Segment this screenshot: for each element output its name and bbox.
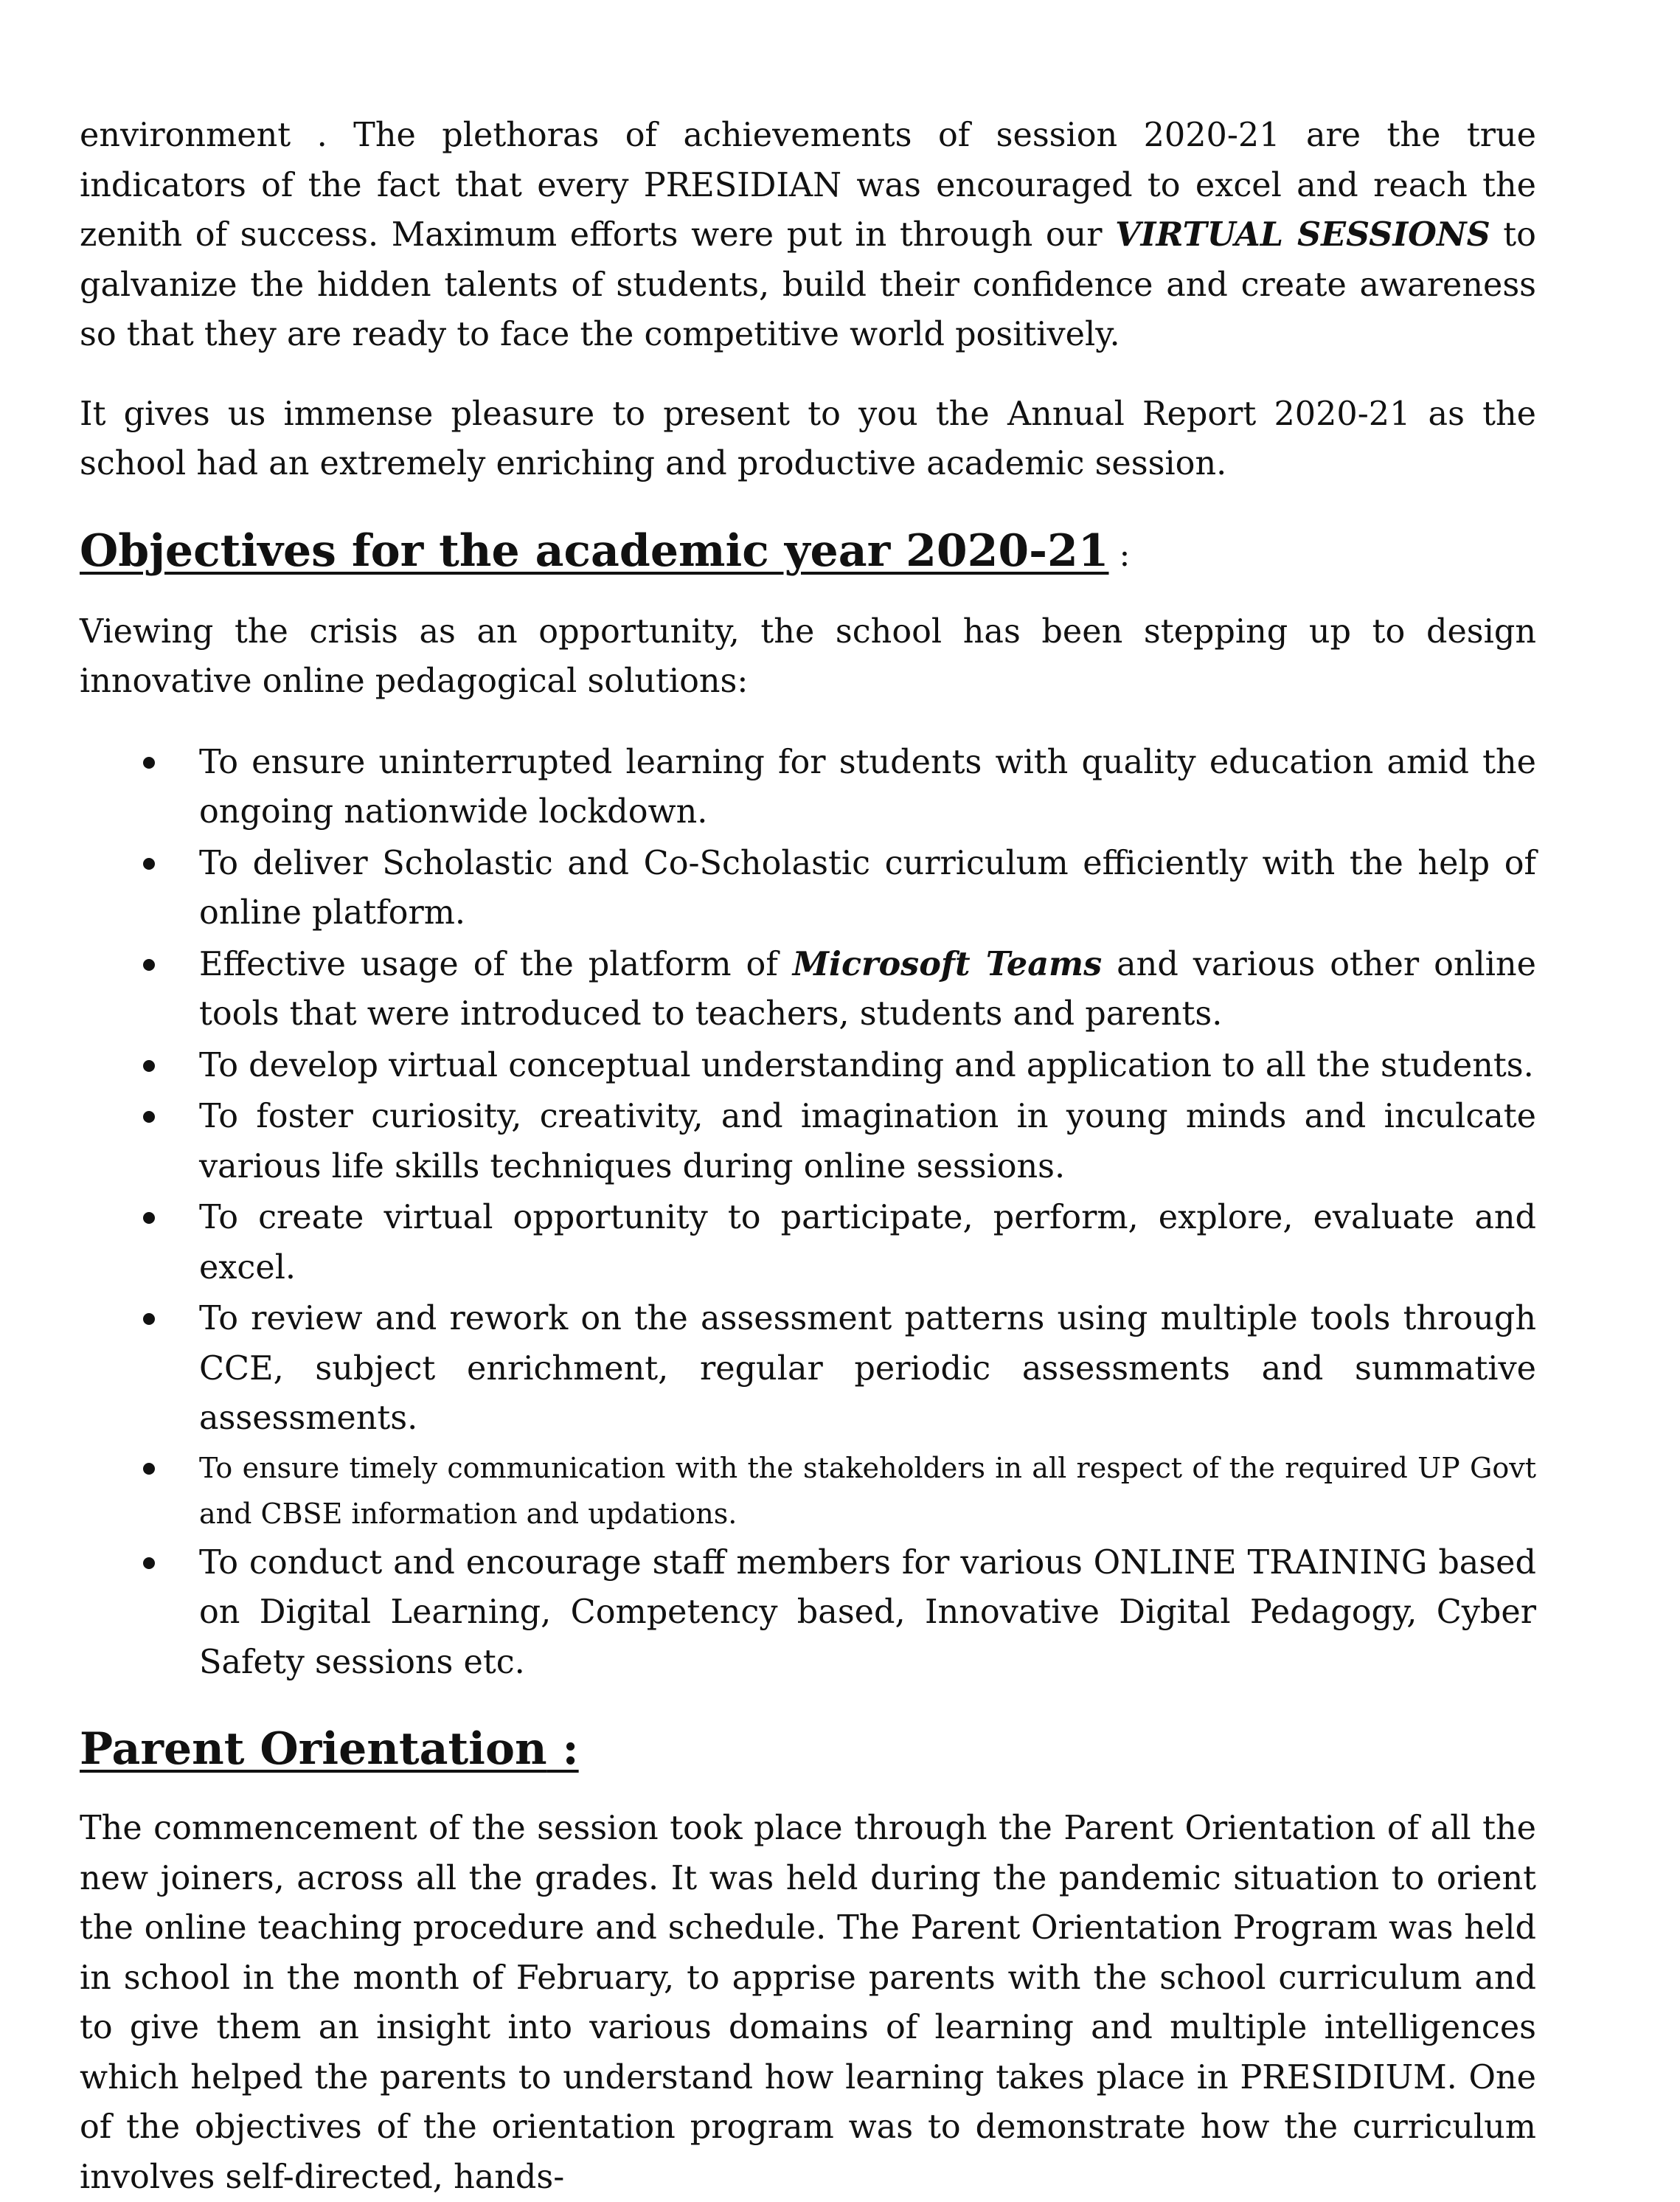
bullet-icon [143,757,155,769]
intro-text-a: environment . The plethoras of achievements of session 2020-21 are the true indicators of the fact that every PRESIDIAN was encouraged to excel and reach the zenith of success. Maximum efforts were put in through our [80,117,1536,254]
list-item [80,1294,1536,1444]
list-item-text: To review and rework on the assessment patterns using multiple tools through CCE, subject enrichment, regular periodic assessments and summative assessments. [199,1300,1536,1437]
list-item-text-cont: and various other online tools that were introduced to teachers, students and parents. [199,945,1537,1033]
list-item [80,940,1536,1039]
list-item-text: To ensure uninterrupted learning for students with quality education amid the ongoing nationwide lockdown. [199,743,1536,831]
list-item-text: To conduct and encourage staff members for various ONLINE TRAINING based on Digital Learning, Competency based, Innovative Digital Pedagogy, Cyber Safety sessions etc. [199,1543,1536,1681]
list-item [80,1538,1536,1688]
list-item [80,1445,1536,1537]
bullet-icon [143,1313,155,1325]
parent-orientation-heading-colon: : [546,1723,579,1775]
list-item-text: To deliver Scholastic and Co-Scholastic curriculum efficiently with the help of online platform. [199,844,1536,932]
parent-orientation-heading-text: Parent Orientation [80,1723,547,1775]
annual-report-paragraph: It gives us immense pleasure to present to you the Annual Report 2020-21 as the school had an extremely enriching and productive academic session. [80,395,1536,482]
bullet-icon [143,1111,155,1123]
parent-orientation-heading [80,1720,1536,1779]
bullet-icon [143,1463,155,1475]
objectives-heading-colon: : [1108,536,1131,574]
list-item [80,738,1536,837]
objectives-list [80,738,1536,1688]
bullet-icon [143,1060,155,1072]
intro-paragraph [80,111,1536,360]
list-item-text: Effective usage of the platform of [199,945,793,983]
list-item-text: To ensure timely communication with the stakeholders in all respect of the required UP Govt and CBSE information and updations. [199,1451,1536,1530]
list-item [80,839,1536,938]
list-item-text: To create virtual opportunity to participate, perform, explore, evaluate and excel. [199,1199,1536,1287]
list-item [80,1193,1536,1292]
microsoft-teams-emphasis: Microsoft Teams [792,944,1103,983]
intro-text-b: to galvanize the hidden talents of students, build their confidence and create awareness so that they are ready to face the competitive world positively. [80,216,1536,353]
objectives-heading [80,522,1536,585]
parent-orientation-paragraph: The commencement of the session took place through the Parent Orientation of all the new joiners, across all the grades. It was held during the pandemic situation to orient the online teaching procedure and schedule. The Parent Orientation Program was held in school in the month of February, to apprise parents with the school curriculum and to give them an insight into various domains of learning and multiple intelligences which helped the parents to understand how learning takes place in PRESIDIUM. One of the objectives of the orientation program was to demonstrate how the curriculum involves self-directed, hands- [80,1810,1536,2196]
objectives-lead-paragraph: Viewing the crisis as an opportunity, the school has been stepping up to design innovative online pedagogical solutions: [80,612,1536,700]
list-item [80,1041,1536,1091]
list-item-text: To foster curiosity, creativity, and imagination in young minds and inculcate various life skills techniques during online sessions. [199,1098,1536,1185]
bullet-icon [143,959,155,971]
bullet-icon [143,1557,155,1569]
virtual-sessions-emphasis: VIRTUAL SESSIONS [1115,215,1490,254]
list-item [80,1092,1536,1191]
document-page [80,111,1536,2202]
bullet-icon [143,1212,155,1224]
bullet-icon [143,858,155,870]
objectives-heading-text: Objectives for the academic year 2020-21 [80,524,1109,577]
list-item-text: To develop virtual conceptual understanding and application to all the students. [199,1046,1534,1084]
